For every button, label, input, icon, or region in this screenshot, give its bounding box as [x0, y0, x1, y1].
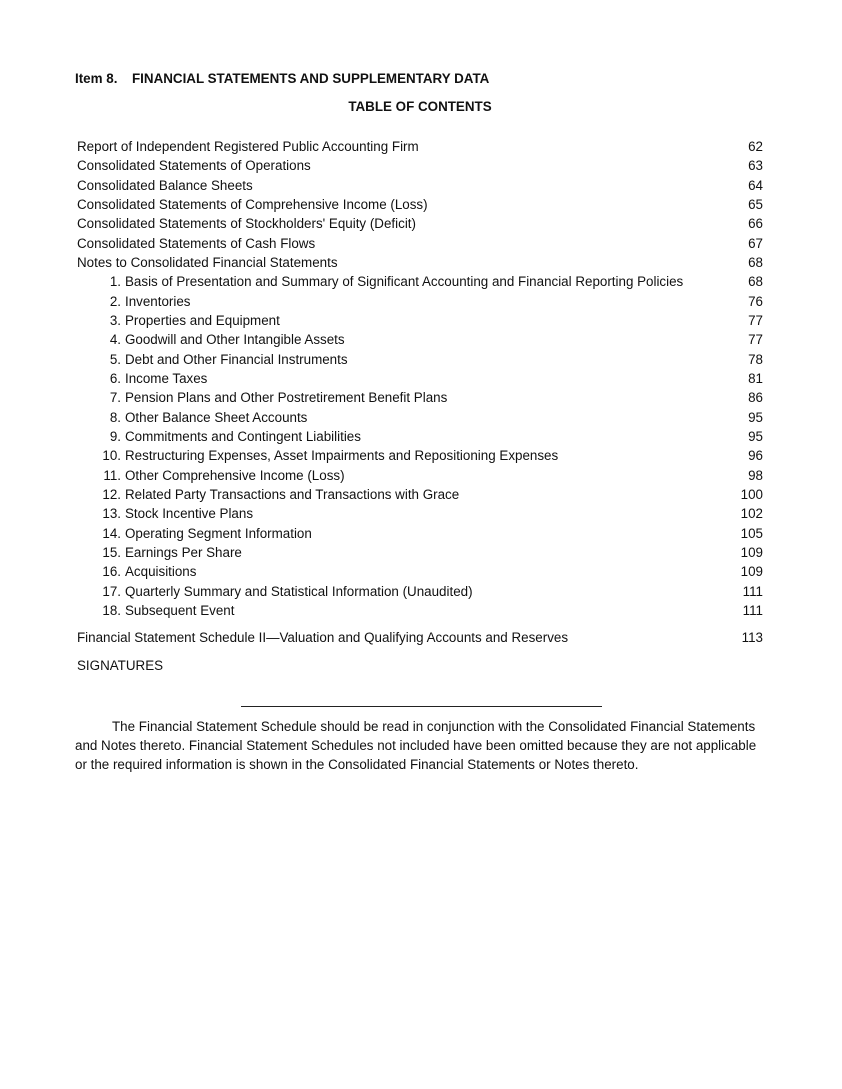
toc-note-label: Stock Incentive Plans [125, 506, 254, 522]
toc-note-entry[interactable] [77, 311, 763, 330]
toc-entry-label: Consolidated Statements of Comprehensive Income (Loss) [77, 196, 428, 212]
toc-note-number: 12. [102, 486, 121, 502]
toc-entry-label: Consolidated Balance Sheets [77, 177, 253, 193]
toc-entry-page: 113 [741, 630, 763, 646]
toc-note-label: Restructuring Expenses, Asset Impairments and Repositioning Expenses [125, 448, 559, 464]
toc-note-page: 102 [740, 506, 763, 522]
footnote-paragraph: The Financial Statement Schedule should be read in conjunction with the Consolidated Financial Statements and Notes thereto. Financial Statement Schedules not included have been omitted because they are not applicable or the required information is shown in the Consolidated Financial Statements or Notes thereto. [75, 719, 757, 772]
toc-note-label: Quarterly Summary and Statistical Information (Unaudited) [125, 583, 473, 599]
toc-note-entry[interactable] [77, 582, 763, 601]
toc-note-number: 14. [102, 525, 121, 541]
toc-entry-label: Consolidated Statements of Cash Flows [77, 235, 316, 251]
toc-note-entry[interactable] [77, 543, 763, 562]
toc-note-label: Subsequent Event [125, 602, 235, 618]
toc-note-label: Related Party Transactions and Transactions with Grace [125, 486, 460, 502]
table-of-contents [77, 137, 763, 675]
toc-entry-notes[interactable] [77, 253, 763, 272]
toc-entry-page: 68 [748, 254, 763, 270]
toc-note-label: Commitments and Contingent Liabilities [125, 428, 361, 444]
toc-note-page: 111 [742, 602, 763, 618]
toc-note-label: Inventories [125, 293, 191, 309]
toc-note-page: 81 [748, 370, 763, 386]
toc-note-page: 76 [748, 293, 763, 309]
toc-note-page: 68 [748, 274, 763, 290]
toc-note-entry[interactable] [77, 466, 763, 485]
toc-note-label: Acquisitions [125, 564, 197, 580]
toc-note-number: 3. [109, 312, 121, 328]
toc-title-text: TABLE OF CONTENTS [348, 99, 492, 114]
toc-note-page: 77 [748, 312, 763, 328]
toc-note-number: 6. [109, 370, 121, 386]
toc-note-label: Basis of Presentation and Summary of Significant Accounting and Financial Reporting Policies [125, 274, 684, 290]
toc-note-entry[interactable] [77, 504, 763, 523]
toc-note-page: 86 [748, 390, 763, 406]
toc-note-entry[interactable] [77, 601, 763, 620]
toc-note-entry[interactable] [77, 524, 763, 543]
toc-note-page: 109 [740, 544, 763, 560]
item-number: Item 8. [75, 71, 118, 86]
toc-note-page: 96 [748, 448, 763, 464]
toc-entry-label: SIGNATURES [77, 657, 164, 673]
toc-note-label: Income Taxes [125, 370, 208, 386]
toc-note-number: 16. [102, 564, 121, 580]
toc-note-entry[interactable] [77, 292, 763, 311]
toc-note-page: 98 [748, 467, 763, 483]
toc-note-entry[interactable] [77, 330, 763, 349]
toc-note-number: 11. [103, 467, 121, 483]
toc-title [0, 99, 842, 114]
toc-entry-balance-sheets[interactable] [77, 176, 763, 195]
toc-note-number: 1. [109, 274, 121, 290]
toc-note-page: 111 [742, 583, 763, 599]
toc-entry-label: Financial Statement Schedule II—Valuation and Qualifying Accounts and Reserves [77, 630, 569, 646]
toc-note-label: Earnings Per Share [125, 544, 242, 560]
toc-entry-page: 67 [748, 235, 763, 251]
toc-entry-page: 62 [748, 139, 763, 154]
toc-note-label: Goodwill and Other Intangible Assets [125, 332, 345, 348]
toc-note-entry[interactable] [77, 562, 763, 581]
toc-note-label: Pension Plans and Other Postretirement Benefit Plans [125, 390, 448, 406]
toc-entry-schedule-ii[interactable] [77, 628, 763, 647]
toc-note-number: 9. [109, 428, 121, 444]
toc-note-page: 100 [740, 486, 763, 502]
toc-note-page: 77 [748, 332, 763, 348]
toc-note-label: Operating Segment Information [125, 525, 312, 541]
toc-note-label: Properties and Equipment [125, 312, 280, 328]
section-divider [241, 706, 602, 707]
toc-note-number: 8. [109, 409, 121, 425]
toc-note-number: 10. [102, 448, 121, 464]
toc-entry-page: 65 [748, 196, 763, 212]
toc-entry-label: Notes to Consolidated Financial Statements [77, 254, 338, 270]
toc-note-number: 7. [109, 390, 121, 406]
toc-entry-cash-flows[interactable] [77, 234, 763, 253]
item-title: FINANCIAL STATEMENTS AND SUPPLEMENTARY DATA [132, 71, 490, 86]
toc-entry-label: Consolidated Statements of Stockholders' Equity (Deficit) [77, 216, 416, 232]
toc-note-entry[interactable] [77, 388, 763, 407]
toc-note-page: 105 [740, 525, 763, 541]
toc-note-entry[interactable] [77, 272, 763, 291]
toc-entry-page: 63 [748, 158, 763, 174]
toc-note-number: 15. [102, 544, 121, 560]
toc-note-page: 95 [748, 428, 763, 444]
toc-note-number: 18. [102, 602, 121, 618]
toc-note-entry[interactable] [77, 369, 763, 388]
toc-note-number: 5. [109, 351, 121, 367]
toc-note-label: Other Comprehensive Income (Loss) [125, 467, 345, 483]
toc-entry-label: Report of Independent Registered Public Accounting Firm [77, 139, 419, 154]
toc-note-entry[interactable] [77, 446, 763, 465]
toc-note-page: 78 [748, 351, 763, 367]
toc-entry-independent-auditor-report[interactable] [77, 137, 763, 156]
toc-note-number: 17. [102, 583, 121, 599]
toc-note-page: 109 [740, 564, 763, 580]
toc-note-label: Other Balance Sheet Accounts [125, 409, 308, 425]
toc-entry-page: 66 [748, 216, 763, 232]
toc-note-number: 2. [109, 293, 121, 309]
toc-entry-signatures[interactable] [77, 656, 763, 675]
toc-entry-comprehensive-income[interactable] [77, 195, 763, 214]
toc-note-label: Debt and Other Financial Instruments [125, 351, 348, 367]
toc-note-entry[interactable] [77, 350, 763, 369]
toc-note-number: 4. [109, 332, 121, 348]
toc-entry-statements-of-operations[interactable] [77, 156, 763, 175]
item-heading [75, 71, 489, 86]
toc-entry-page: 64 [748, 177, 763, 193]
toc-note-number: 13. [102, 506, 121, 522]
toc-note-page: 95 [748, 409, 763, 425]
toc-entry-label: Consolidated Statements of Operations [77, 158, 311, 174]
toc-note-entry[interactable] [77, 485, 763, 504]
toc-note-entry[interactable] [77, 427, 763, 446]
toc-note-entry[interactable] [77, 408, 763, 427]
toc-entry-stockholders-equity[interactable] [77, 214, 763, 233]
